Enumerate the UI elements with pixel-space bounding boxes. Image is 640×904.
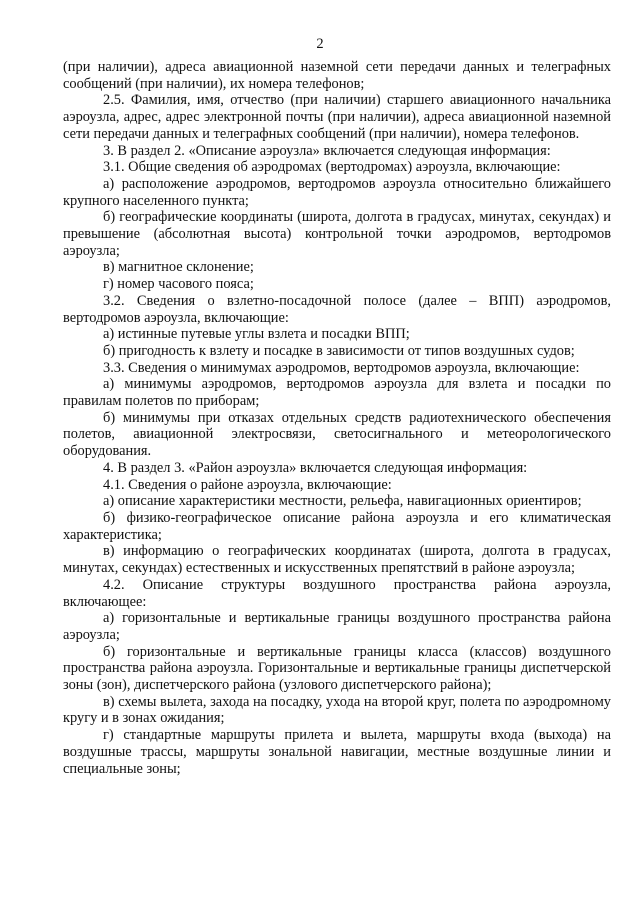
paragraph: 4.2. Описание структуры воздушного пространства района аэроузла, включающее:	[63, 576, 611, 610]
paragraph: г) номер часового пояса;	[103, 276, 254, 293]
paragraph: б) физико-географическое описание района аэроузла и его климатическая характеристика;	[63, 509, 611, 543]
paragraph: 3. В раздел 2. «Описание аэроузла» включается следующая информация:	[103, 142, 551, 159]
paragraph: 3.3. Сведения о минимумах аэродромов, вертодромов аэроузла, включающие:	[103, 359, 580, 376]
paragraph: б) горизонтальные и вертикальные границы класса (классов) воздушного пространства района аэроузла. Горизонтальные и вертикальные границы диспетчерской зоны (зон), диспетчерского района (узлового диспетчерского района);	[63, 643, 611, 694]
paragraph: б) географические координаты (широта, долгота в градусах, минутах, секундах) и превышение (абсолютная высота) контрольной точки аэродромов, вертодромов аэроузла;	[63, 209, 611, 259]
paragraph: (при наличии), адреса авиационной наземной сети передачи данных и телеграфных сообщений (при наличии), их номера телефонов;	[63, 59, 611, 92]
paragraph: а) описание характеристики местности, рельефа, навигационных ориентиров;	[103, 493, 582, 510]
paragraph: 4.1. Сведения о районе аэроузла, включающие:	[103, 476, 392, 493]
paragraph: б) пригодность к взлету и посадке в зависимости от типов воздушных судов;	[103, 342, 575, 359]
paragraph: 4. В раздел 3. «Район аэроузла» включается следующая информация:	[103, 459, 528, 476]
paragraph: г) стандартные маршруты прилета и вылета, маршруты входа (выхода) на воздушные трассы, маршруты зональной навигации, местные воздушные линии и специальные зоны;	[63, 727, 611, 777]
document-body	[63, 59, 611, 777]
paragraph: б) минимумы при отказах отдельных средств радиотехнического обеспечения полетов, авиационной электросвязи, светосигнального и метеорологического оборудования.	[63, 409, 611, 460]
paragraph: 3.2. Сведения о взлетно-посадочной полосе (далее – ВПП) аэродромов, вертодромов аэроузла, включающие:	[63, 292, 611, 326]
paragraph: а) минимумы аэродромов, вертодромов аэроузла для взлета и посадки по правилам полетов по приборам;	[63, 376, 611, 410]
paragraph: в) схемы вылета, захода на посадку, ухода на второй круг, полета по аэродромному кругу и в зонах ожидания;	[63, 693, 611, 727]
paragraph: 2.5. Фамилия, имя, отчество (при наличии) старшего авиационного начальника аэроузла, адрес, адрес электронной почты (при наличии), адреса авиационной наземной сети передачи данных и телеграфных сообщений (при наличии), номера телефонов.	[63, 92, 611, 142]
page-number: 2	[316, 36, 324, 52]
paragraph: а) горизонтальные и вертикальные границы воздушного пространства района аэроузла;	[63, 610, 611, 643]
paragraph: в) магнитное склонение;	[103, 259, 254, 276]
paragraph: а) расположение аэродромов, вертодромов аэроузла относительно ближайшего крупного населенного пункта;	[63, 175, 611, 209]
paragraph: в) информацию о географических координатах (широта, долгота в градусах, минутах, секундах) естественных и искусственных препятствий в районе аэроузла;	[63, 543, 611, 577]
paragraph: а) истинные путевые углы взлета и посадки ВПП;	[103, 326, 410, 343]
paragraph: 3.1. Общие сведения об аэродромах (вертодромах) аэроузла, включающие:	[103, 159, 561, 176]
